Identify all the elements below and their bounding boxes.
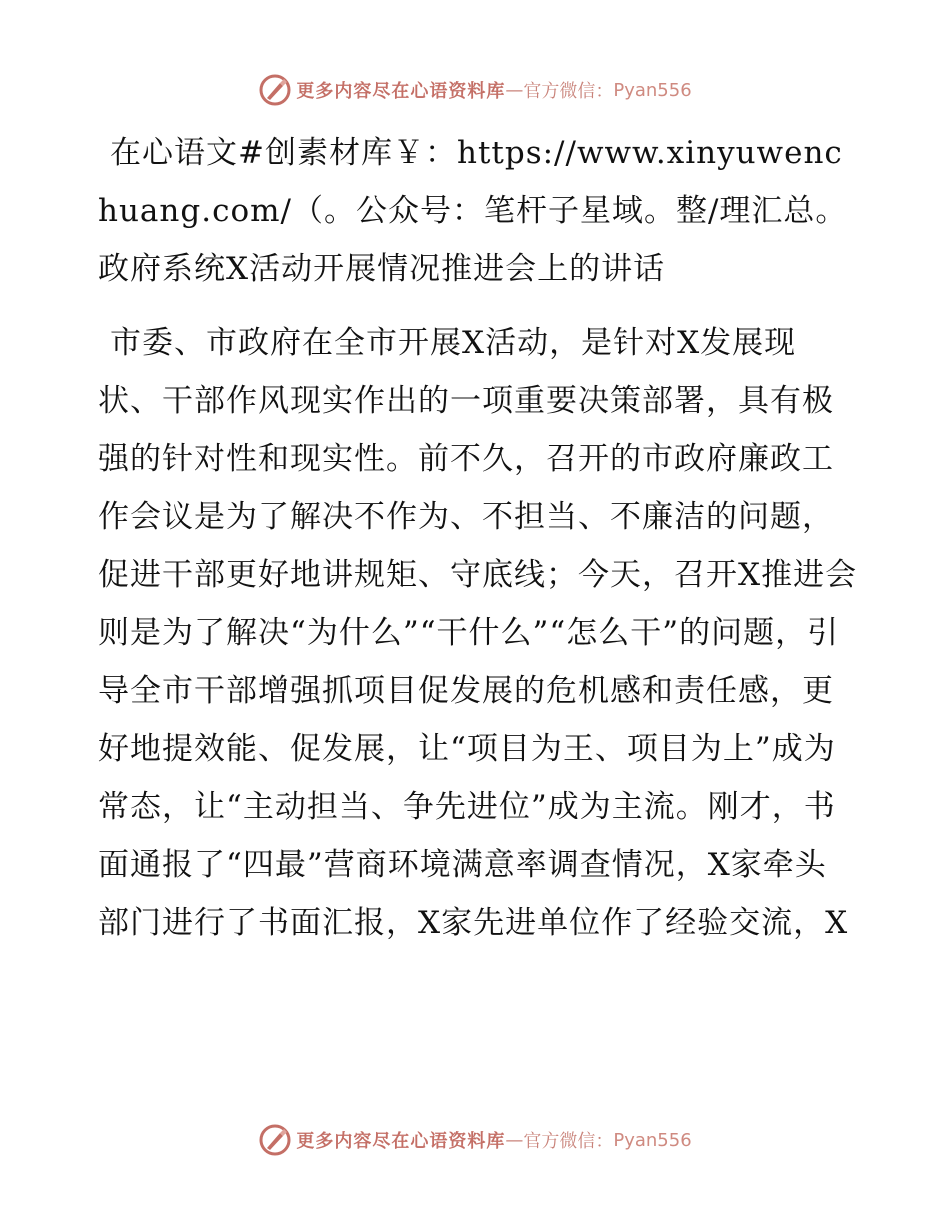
watermark-footer — [0, 1120, 950, 1160]
document-paragraph: 市委、市政府在全市开展X活动，是针对X发展现状、干部作风现实作出的一项重要决策部署，具有极强的针对性和现实性。前不久，召开的市政府廉政工作会议是为了解决不作为、不担当、不廉洁的问题，促进干部更好地讲规矩、守底线；今天，召开X推进会则是为了解决“为什么”“干什么”“怎么干”的问题，引导全市干部增强抓项目促发展的危机感和责任感，更好地提效能、促发展，让“项目为王、项目为上”成为常态，让“主动担当、争先进位”成为主流。刚才，书面通报了“四最”营商环境满意率调查情况，X家牵头部门进行了书面汇报，X家先进单位作了经验交流，X — [98, 325, 858, 941]
watermark-label: 官方微信： — [523, 81, 614, 102]
watermark-header — [0, 70, 950, 110]
watermark-separator: — — [505, 1129, 524, 1151]
watermark-label: 官方微信： — [523, 1131, 614, 1152]
watermark-brand: 更多内容尽在心语资料库 — [296, 1131, 506, 1152]
watermark-account: Pyan556 — [613, 1129, 692, 1151]
watermark-brand: 更多内容尽在心语资料库 — [296, 81, 506, 102]
pen-logo-icon — [258, 1123, 292, 1157]
paragraph-gap — [98, 298, 858, 314]
document-body — [98, 124, 858, 952]
pen-logo-icon — [258, 73, 292, 107]
document-heading: 在心语文#创素材库￥：https://www.xinyuwenchuang.com/（。公众号：笔杆子星域。整/理汇总。政府系统X活动开展情况推进会上的讲话 — [98, 135, 848, 287]
watermark-account: Pyan556 — [613, 79, 692, 101]
watermark-separator: — — [505, 79, 524, 101]
